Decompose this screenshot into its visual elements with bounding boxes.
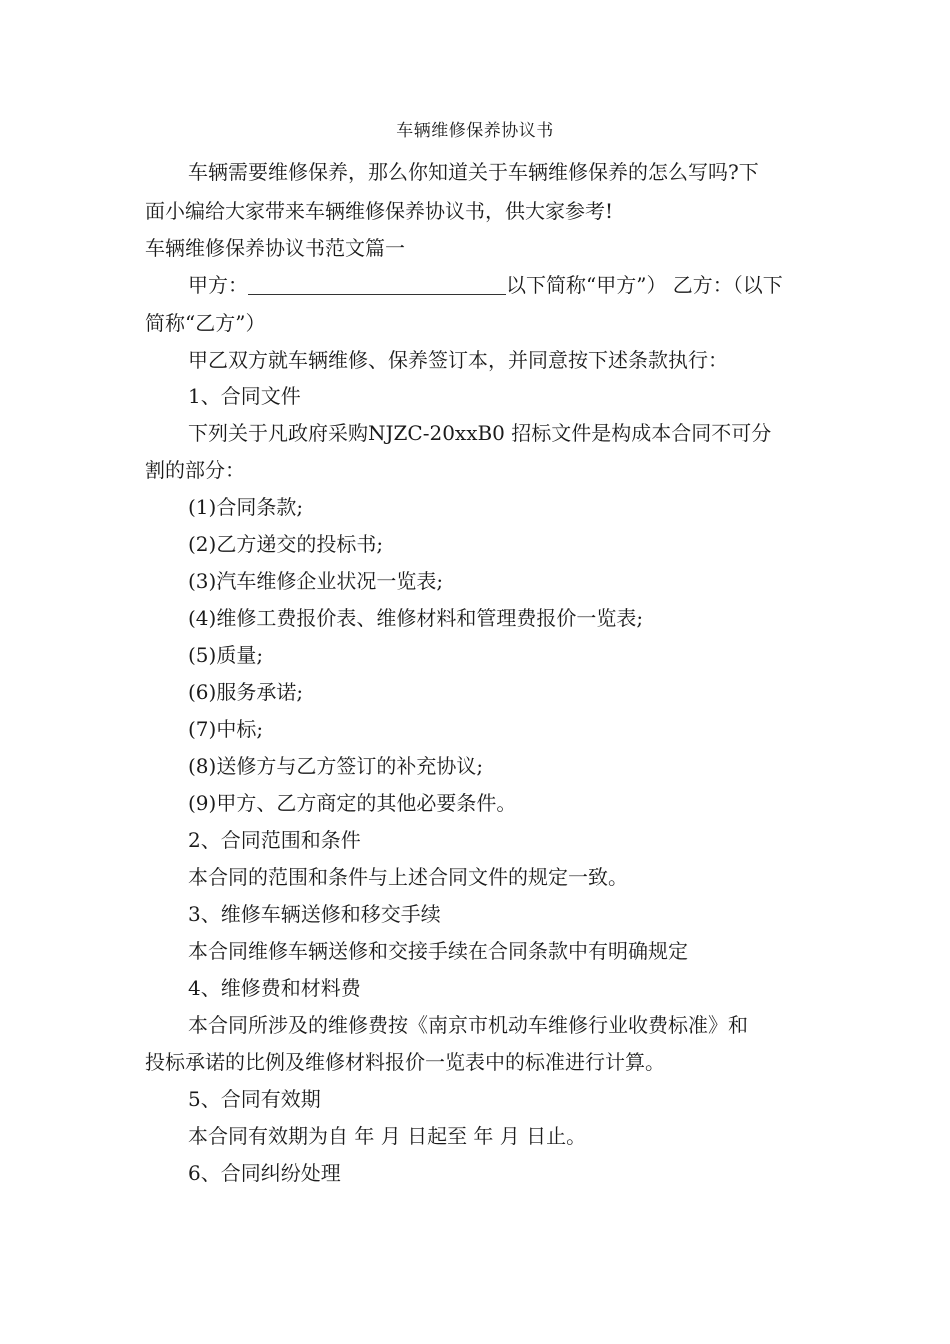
clause-4-line-1: 本合同所涉及的维修费按《南京市机动车维修行业收费标准》和 xyxy=(188,1013,748,1037)
clause-1-item: (6)服务承诺; xyxy=(188,680,304,704)
clause-1-item: (2)乙方递交的投标书; xyxy=(188,532,384,556)
clause-1-line-1: 下列关于凡政府采购NJZC-20xxB0 招标文件是构成本合同不可分 xyxy=(188,421,772,445)
party-a-suffix: 以下简称“甲方”） 乙方：（以下 xyxy=(506,273,783,297)
clause-1-item: (7)中标; xyxy=(188,717,264,741)
clause-5-text: 本合同有效期为自 年 月 日起至 年 月 日止。 xyxy=(188,1124,587,1148)
clause-1-heading: 1、合同文件 xyxy=(188,384,301,408)
clause-2-text: 本合同的范围和条件与上述合同文件的规定一致。 xyxy=(188,865,628,889)
clause-5-heading: 5、合同有效期 xyxy=(188,1087,321,1111)
clause-1-item: (3)汽车维修企业状况一览表; xyxy=(188,569,444,593)
intro-line-1: 车辆需要维修保养，那么你知道关于车辆维修保养的怎么写吗?下 xyxy=(188,160,759,184)
party-a-blank-field xyxy=(248,274,506,295)
clause-3-heading: 3、维修车辆送修和移交手续 xyxy=(188,902,441,926)
clause-1-line-2: 割的部分： xyxy=(145,458,245,482)
document-title: 车辆维修保养协议书 xyxy=(396,121,554,141)
intro-line-2: 面小编给大家带来车辆维修保养协议书，供大家参考! xyxy=(145,199,614,223)
clause-1-item: (8)送修方与乙方签订的补充协议; xyxy=(188,754,484,778)
party-a-line xyxy=(188,273,783,297)
preamble: 甲乙双方就车辆维修、保养签订本，并同意按下述条款执行： xyxy=(188,348,728,372)
party-b-suffix: 简称“乙方”） xyxy=(145,311,266,335)
party-a-label: 甲方： xyxy=(188,273,248,297)
clause-1-item: (4)维修工费报价表、维修材料和管理费报价一览表; xyxy=(188,606,644,630)
clause-2-heading: 2、合同范围和条件 xyxy=(188,828,361,852)
clause-6-heading: 6、合同纠纷处理 xyxy=(188,1161,341,1185)
section-heading: 车辆维修保养协议书范文篇一 xyxy=(145,236,405,260)
clause-3-text: 本合同维修车辆送修和交接手续在合同条款中有明确规定 xyxy=(188,939,688,963)
clause-4-line-2: 投标承诺的比例及维修材料报价一览表中的标准进行计算。 xyxy=(145,1050,665,1074)
clause-1-item: (9)甲方、乙方商定的其他必要条件。 xyxy=(188,791,517,815)
clause-1-item: (1)合同条款; xyxy=(188,495,304,519)
clause-1-item: (5)质量; xyxy=(188,643,264,667)
clause-4-heading: 4、维修费和材料费 xyxy=(188,976,361,1000)
